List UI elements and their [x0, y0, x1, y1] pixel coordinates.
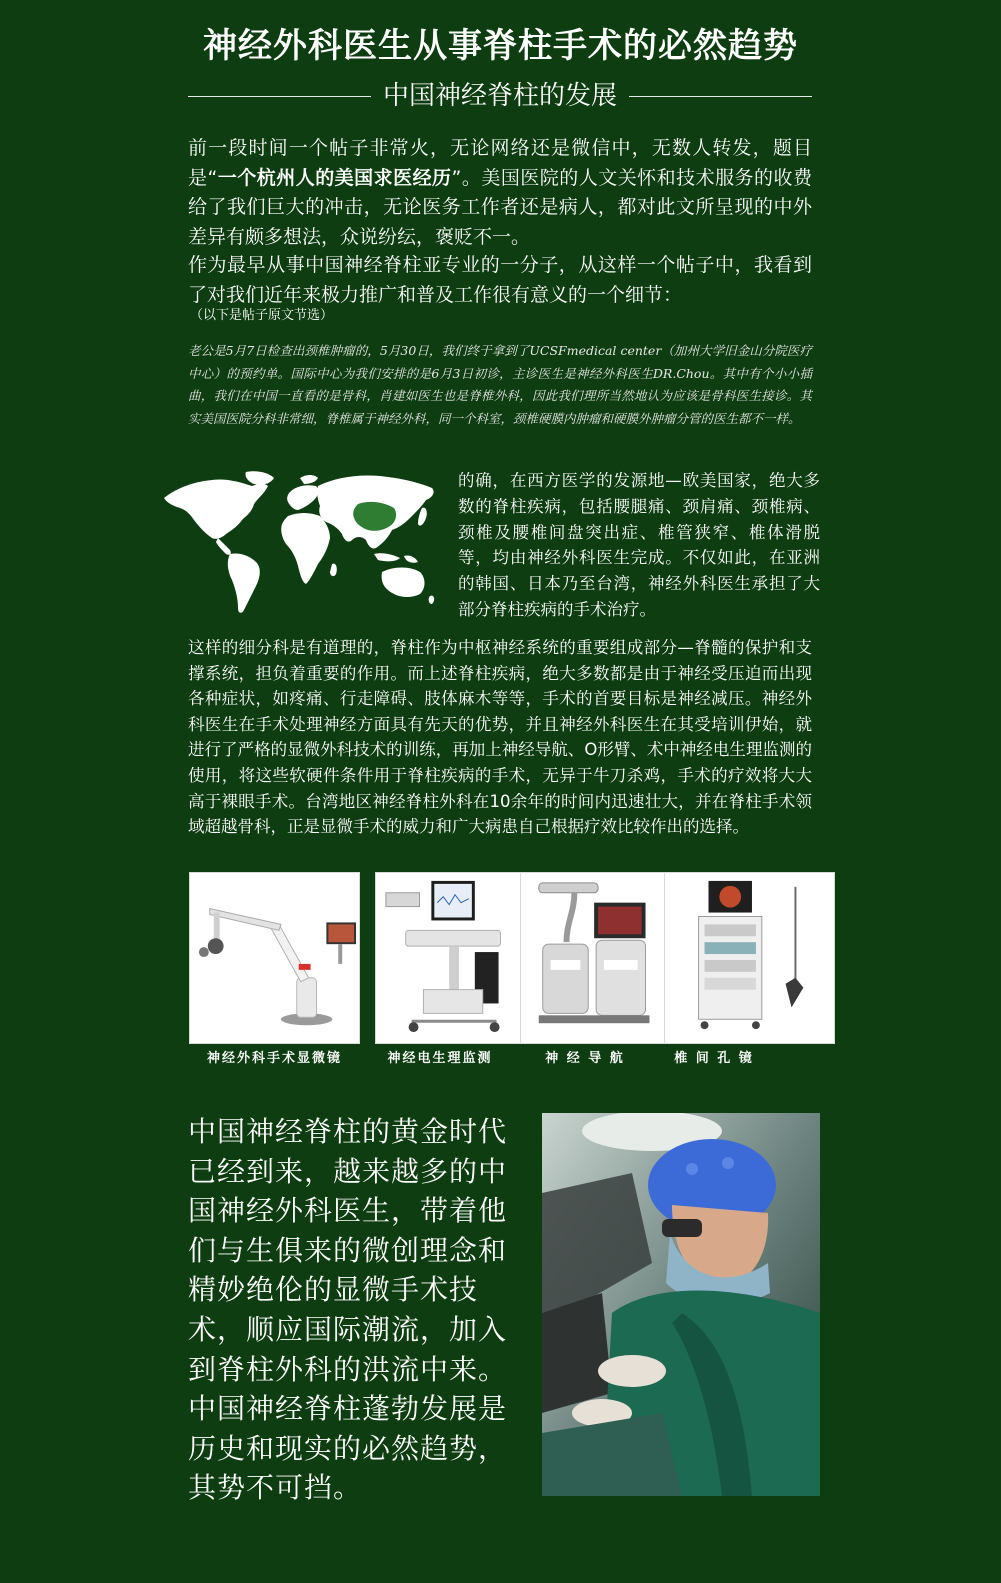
right-divider	[629, 96, 812, 97]
western-practice-paragraph: 的确，在西方医学的发源地—欧美国家，绝大多数的脊柱疾病，包括腰腿痛、颈肩痛、颈椎病、颈椎及腰椎间盘突出症、椎管狭窄、椎体滑脱等，均由神经外科医生完成。不仅如此，在亚洲的韩国、日本乃至台湾，神经外科医生承担了大部分脊柱疾病的手术治疗。	[458, 471, 820, 619]
conclusion-paragraph: 中国神经脊柱的黄金时代已经到来，越来越多的中国神经外科医生，带着他们与生俱来的微创理念和精妙绝伦的显微手术技术，顺应国际潮流，加入到脊柱外科的洪流中来。中国神经脊柱蓬勃发展是历史和现实的必然趋势，其势不可挡。	[188, 1115, 508, 1505]
world-map-image	[160, 468, 442, 618]
post-title-highlight: 一个杭州人的美国求医经历	[217, 166, 452, 189]
reasoning-paragraph: 这样的细分科是有道理的，脊柱作为中枢神经系统的重要组成部分—脊髓的保护和支撑系统，担负着重要的作用。而上述脊柱疾病，绝大多数都是由于神经受压迫而出现各种症状，如疼痛、行走障碍、肢体麻木等等，手术的首要目标是神经减压。神经外科医生在手术处理神经方面具有先天的优势，并且神经外科医生在其受培训伊始，就进行了严格的显微外科技术的训练，再加上神经导航、O形臂、术中神经电生理监测的使用，将这些软硬件条件用于脊柱疾病的手术，无异于牛刀杀鸡，手术的疗效将大大高于裸眼手术。台湾地区神经脊柱外科在10余年的时间内迅速壮大，并在脊柱手术领域超越骨科，正是显微手术的威力和广大病患自己根据疗效比较作出的选择。	[188, 638, 812, 837]
page-title: 神经外科医生从事脊柱手术的必然趋势	[203, 26, 798, 66]
world-map-icon	[160, 468, 442, 618]
surgical-microscope-image	[189, 872, 360, 1044]
caption-navigation: 神 经 导 航	[545, 1051, 625, 1066]
endoscope-tower-icon	[665, 873, 834, 1043]
caption-microscope: 神经外科手术显微镜	[206, 1051, 342, 1066]
intro-paragraph	[188, 134, 812, 252]
caption-endoscope: 椎 间 孔 镜	[674, 1051, 754, 1066]
caption-neuromonitoring: 神经电生理监测	[387, 1051, 493, 1066]
excerpt-note: （以下是帖子原文节选）	[190, 308, 334, 323]
surgeon-photo-icon	[542, 1113, 820, 1496]
page-subtitle: 中国神经脊柱的发展	[383, 81, 618, 111]
intro-text-start: 前一段时间一个帖子非常火，无论网络还是微信中，无数人转发，题目是“	[188, 137, 812, 189]
surgeon-photo	[542, 1113, 820, 1496]
intro-text-end: ”。美国医院的人文关怀和技术服务的收费给了我们巨大的冲击，无论医务工作者还是病人，都对此文所呈现的中外差异有颇多想法，众说纷纭，褒贬不一。	[188, 166, 812, 248]
subtitle-row	[188, 74, 812, 118]
quoted-excerpt: 老公是5月7日检查出颈椎肿瘤的，5月30日，我们终于拿到了UCSFmedical center（加州大学旧金山分院医疗中心）的预约单。国际中心为我们安排的是6月3日初诊，主诊医生是神经外科医生DR.Chou。其中有个小小插曲，我们在中国一直看的是骨科，肖建如医生也是脊椎外科，因此我们理所当然地认为应该是骨科医生接诊。其实美国医院分科非常细，脊椎属于神经外科，同一个科室，颈椎硬膜内肿瘤和硬膜外肿瘤分管的医生都不一样。	[188, 343, 812, 426]
endoscope-image	[664, 872, 835, 1044]
surgical-microscope-icon	[190, 873, 359, 1043]
author-paragraph: 作为最早从事中国神经脊柱亚专业的一分子，从这样一个帖子中，我看到了对我们近年来极力推广和普及工作很有意义的一个细节：	[188, 254, 812, 306]
left-divider	[188, 96, 371, 97]
